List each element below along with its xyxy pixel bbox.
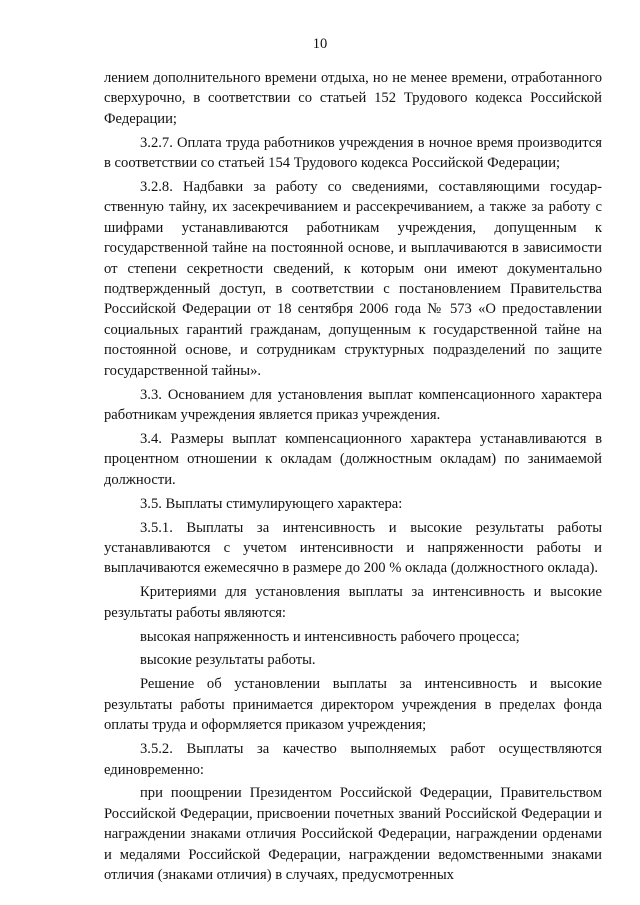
paragraph-3-3: 3.3. Основанием для установления выплат компенсационного характера работникам учреждения является приказ учреждения. (104, 386, 602, 423)
paragraph-3-4: 3.4. Размеры выплат компенсационного характера устанавливаются в процентном отношении к окладам (должностным окладам) по занимаемой должности. (104, 430, 602, 488)
paragraph-continuation: лением дополнительного времени отдыха, но не менее времени, отработанного сверхурочно, в соответствии со статьей 152 Трудового кодекса Российской Федерации; (104, 70, 602, 127)
paragraph-3-5-1: 3.5.1. Выплаты за интенсивность и высокие результаты работы устанавливаются с учетом интенсивности и напряженности работы и выплачиваются ежемесячно в размере до 200 % оклада (должностного оклада). (104, 519, 602, 577)
paragraph-awards: при поощрении Президентом Российской Федерации, Правительством Российской Федерации, присвоении почетных званий Российской Федерации и награждении знаками отличия Российской Федерации, награждении орденами и медалями Российской Федерации, награждении ведомственными знаками отличия (знаками отличия) в случаях, предусмотренных (104, 785, 602, 884)
criteria-item-2: высокие результаты работы. (140, 652, 316, 669)
paragraph-criteria: Критериями для установления выплаты за интенсивность и высокие результаты работы являются: (104, 584, 602, 621)
page-number: 10 (312, 36, 328, 52)
paragraph-3-2-8: 3.2.8. Надбавки за работу со сведениями, составляющими государственную тайну, их засекречиванием и рассекречиванием, а также за работу с шифрами устанавливаются работникам учреждения, допущенным к государственной тайне на постоянной основе, и выплачиваются в зависимости от степени секретности сведений, к которым они имеют документально подтвержденный доступ, в соответствии с постановлением Правительства Российской Федерации от 18 сентября 2006 года № 573 «О предоставлении социальных гарантий гражданам, допущенным к государственной тайне на постоянной основе, и сотрудникам структурных подразделений по защите государственной тайны». (104, 179, 602, 379)
paragraph-decision: Решение об установлении выплаты за интенсивность и высокие результаты работы принимается директором учреждения в пределах фонда оплаты труда и оформляется приказом учреждения; (104, 676, 602, 734)
paragraph-3-5-2: 3.5.2. Выплаты за качество выполняемых работ осуществляются единовременно: (104, 741, 602, 778)
criteria-item-1: высокая напряженность и интенсивность рабочего процесса; (140, 628, 520, 645)
document-body (104, 68, 602, 885)
paragraph-3-5: 3.5. Выплаты стимулирующего характера: (140, 495, 403, 512)
paragraph-3-2-7: 3.2.7. Оплата труда работников учреждения в ночное время производится в соответствии со статьей 154 Трудового кодекса Российской Федерации; (104, 134, 602, 172)
